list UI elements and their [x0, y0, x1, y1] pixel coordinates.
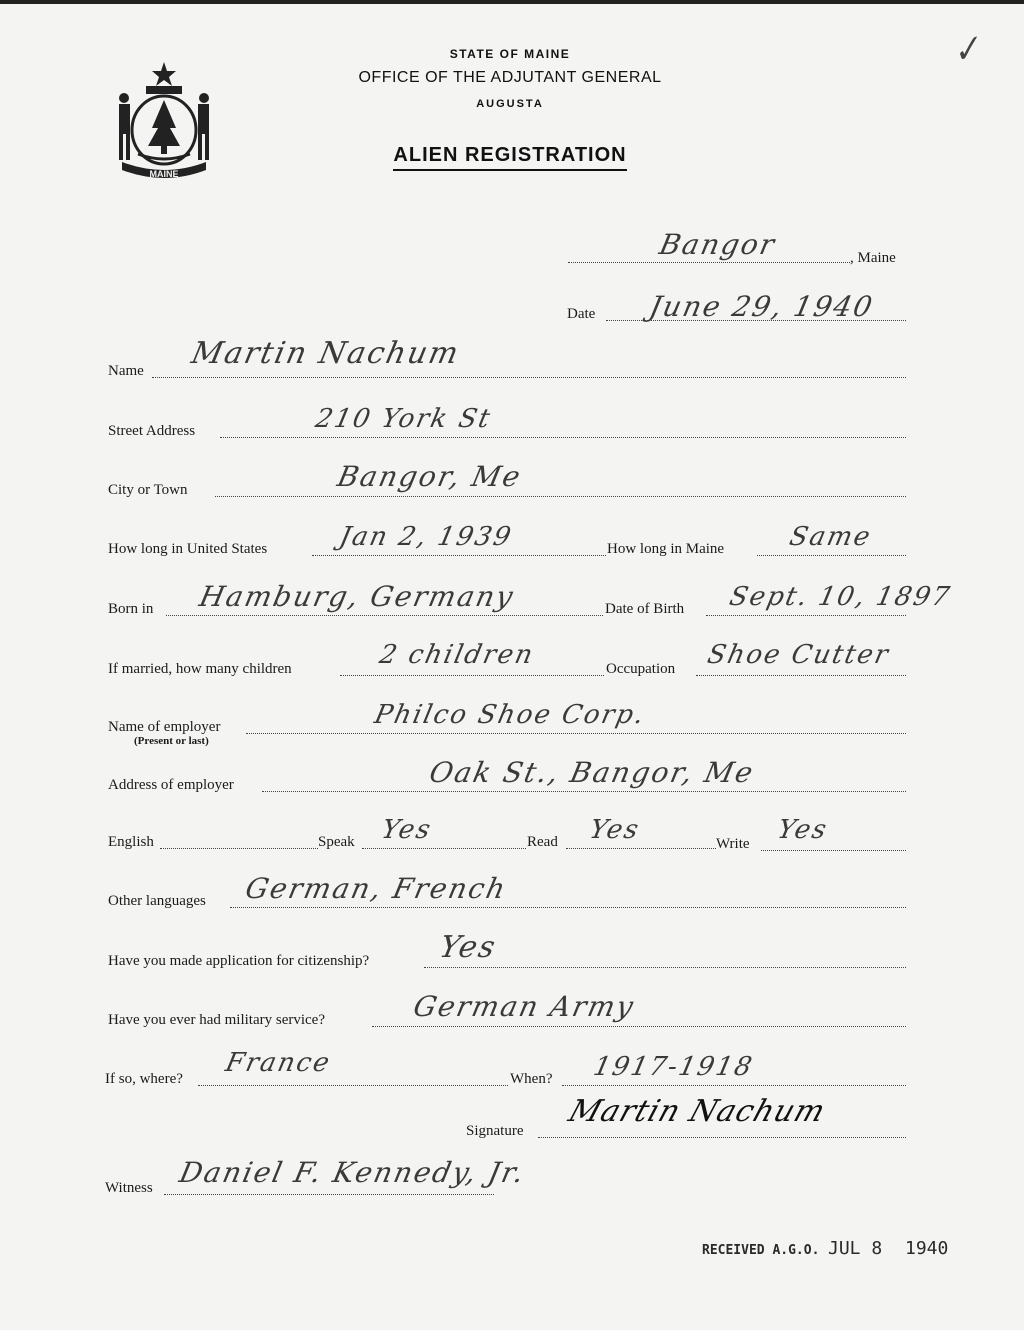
- english-label: English: [108, 834, 154, 850]
- dob-label: Date of Birth: [605, 601, 685, 617]
- dob-line: [706, 613, 906, 616]
- street-label: Street Address: [108, 423, 196, 439]
- born-in-label: Born in: [108, 601, 154, 617]
- speak-label: Speak: [318, 834, 355, 850]
- write-label: Write: [716, 836, 750, 852]
- children-value: 2 children: [376, 640, 538, 670]
- us-duration-value: Jan 2, 1939: [336, 522, 516, 552]
- where-line: [198, 1083, 508, 1086]
- read-label: Read: [527, 834, 558, 850]
- when-label: When?: [510, 1071, 553, 1087]
- read-line: [566, 846, 716, 849]
- check-mark: ✓: [947, 26, 986, 74]
- us-duration-line: [312, 553, 606, 556]
- military-value: German Army: [410, 990, 638, 1023]
- other-languages-value: German, French: [242, 872, 511, 905]
- form-title: [330, 144, 690, 167]
- employer-address-label: Address of employer: [108, 777, 234, 793]
- city-value: Bangor, Me: [334, 460, 525, 493]
- maine-duration-value: Same: [786, 522, 875, 552]
- maine-duration-line: [757, 553, 906, 556]
- place-value: Bangor: [656, 228, 779, 261]
- form-title-text: ALIEN REGISTRATION: [393, 144, 626, 171]
- born-in-line: [166, 613, 603, 616]
- write-value: Yes: [774, 815, 831, 845]
- speak-value: Yes: [378, 815, 435, 845]
- witness-label: Witness: [105, 1180, 153, 1196]
- employer-sublabel: (Present or last): [134, 735, 209, 747]
- english-line: [160, 846, 318, 849]
- signature-line: [538, 1135, 906, 1138]
- city-heading: AUGUSTA: [476, 98, 544, 110]
- other-languages-line: [230, 905, 906, 908]
- employer-value: Philco Shoe Corp.: [371, 700, 649, 730]
- born-in-value: Hamburg, Germany: [196, 580, 518, 613]
- read-value: Yes: [586, 815, 643, 845]
- date-label: Date: [567, 306, 596, 322]
- received-stamp-date: JUL 8: [828, 1238, 883, 1259]
- top-border: [0, 0, 1024, 4]
- occupation-value: Shoe Cutter: [704, 640, 893, 670]
- employer-label: Name of employer: [108, 719, 221, 735]
- occupation-label: Occupation: [606, 661, 676, 677]
- street-line: [220, 435, 906, 438]
- employer-address-line: [262, 789, 906, 792]
- occupation-line: [696, 673, 906, 676]
- citizenship-value: Yes: [436, 930, 501, 965]
- employer-line: [246, 731, 906, 734]
- citizenship-line: [424, 965, 906, 968]
- us-duration-label: How long in United States: [108, 541, 268, 557]
- maine-duration-label: How long in Maine: [607, 541, 725, 557]
- children-line: [340, 673, 604, 676]
- witness-line: [164, 1192, 494, 1195]
- where-value: France: [222, 1048, 334, 1078]
- dob-value: Sept. 10, 1897: [726, 582, 954, 612]
- employer-address-value: Oak St., Bangor, Me: [426, 756, 758, 789]
- date-value: June 29, 1940: [646, 290, 877, 323]
- signature-value: Martin Nachum: [564, 1094, 831, 1129]
- office-heading: OFFICE OF THE ADJUTANT GENERAL: [358, 69, 662, 86]
- signature-label: Signature: [466, 1123, 524, 1139]
- place-label: , Maine: [850, 250, 896, 266]
- witness-value: Daniel F. Kennedy, Jr.: [176, 1156, 529, 1189]
- name-label: Name: [108, 363, 144, 379]
- children-label: If married, how many children: [108, 661, 292, 677]
- name-value: Martin Nachum: [188, 336, 464, 371]
- where-label: If so, where?: [105, 1071, 183, 1087]
- citizenship-label: Have you made application for citizenship?: [108, 953, 370, 969]
- received-stamp-text: RECEIVED A.G.O.: [702, 1243, 820, 1258]
- seal-banner-text: MAINE: [149, 169, 179, 179]
- other-languages-label: Other languages: [108, 893, 206, 909]
- speak-line: [362, 846, 526, 849]
- city-line: [215, 494, 906, 497]
- city-label: City or Town: [108, 482, 188, 498]
- received-stamp-year: 1940: [905, 1238, 949, 1259]
- when-line: [562, 1083, 906, 1086]
- military-label: Have you ever had military service?: [108, 1012, 325, 1028]
- name-line: [152, 375, 906, 378]
- maine-seal-icon: [108, 58, 220, 188]
- street-value: 210 York St: [312, 404, 495, 434]
- military-line: [372, 1024, 906, 1027]
- write-line: [761, 848, 906, 851]
- when-value: 1917-1918: [590, 1052, 757, 1082]
- state-heading: STATE OF MAINE: [449, 47, 571, 61]
